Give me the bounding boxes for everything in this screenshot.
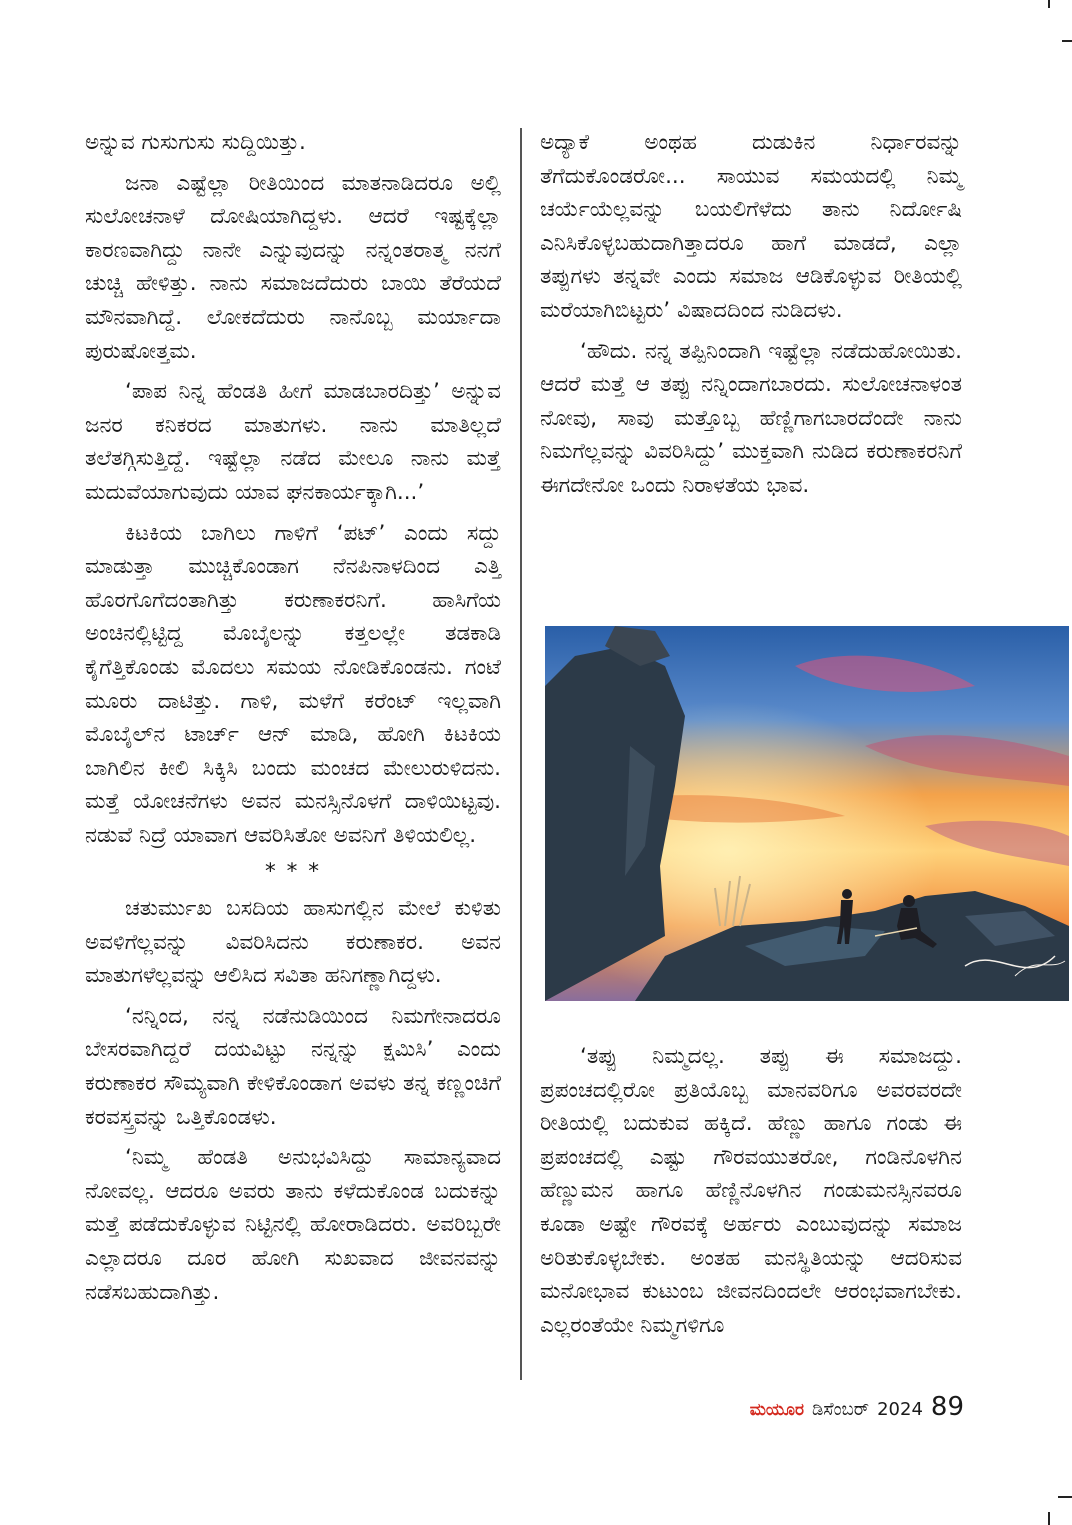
paragraph: ಚತುರ್ಮುಖ ಬಸದಿಯ ಹಾಸುಗಲ್ಲಿನ ಮೇಲೆ ಕುಳಿತು ಅವಳಿಗೆಲ್ಲವನ್ನು ವಿವರಿಸಿದನು ಕರುಣಾಕರ. ಅವನ ಮಾತುಗಳೆಲ್ಲವನ್ನು ಆಲಿಸಿದ ಸವಿತಾ ಹನಿಗಣ್ಣಾಗಿದ್ದಳು. <box>85 896 501 989</box>
story-illustration <box>545 626 1069 1001</box>
paragraph: ‘ಪಾಪ ನಿನ್ನ ಹೆಂಡತಿ ಹೀಗೆ ಮಾಡಬಾರದಿತ್ತು’ ಅನ್ನುವ ಜನರ ಕನಿಕರದ ಮಾತುಗಳು. ನಾನು ಮಾತಿಲ್ಲದೆ ತಲೆತಗ್ಗಿಸುತ್ತಿದ್ದೆ. ಇಷ್ಟೆಲ್ಲಾ ನಡೆದ ಮೇಲೂ ನಾನು ಮತ್ತೆ ಮದುವೆಯಾಗುವುದು ಯಾವ ಘನಕಾರ್ಯಕ್ಕಾಗಿ...’ <box>85 379 501 505</box>
crop-mark-bottom-right <box>1048 1512 1050 1525</box>
section-separator: * * * <box>265 859 321 885</box>
page-footer <box>750 1392 964 1422</box>
paragraph: ‘ಹೌದು. ನನ್ನ ತಪ್ಪಿನಿಂದಾಗಿ ಇಷ್ಟೆಲ್ಲಾ ನಡೆದುಹೋಯಿತು. ಆದರೆ ಮತ್ತೆ ಆ ತಪ್ಪು ನನ್ನಿಂದಾಗಬಾರದು. ಸುಲೋಚನಾಳಂತ ನೋವು, ಸಾವು ಮತ್ತೊಬ್ಬ ಹೆಣ್ಣಿಗಾಗಬಾರದೆಂದೇ ನಾನು ನಿಮಗೆಲ್ಲವನ್ನು ವಿವರಿಸಿದ್ದು’ ಮುಕ್ತವಾಗಿ ನುಡಿದ ಕರುಣಾಕರನಿಗೆ ಈಗದೇನೋ ಒಂದು ನಿರಾಳತೆಯ ಭಾವ. <box>540 338 962 498</box>
magazine-brand: ಮಯೂರ <box>749 1400 804 1420</box>
crop-mark-bottom-right-h <box>1058 1496 1072 1498</box>
crop-mark-top-right <box>1048 0 1050 8</box>
right-column-bottom <box>540 1040 962 1349</box>
paragraph: ಅದ್ಯಾಕೆ ಅಂಥಹ ದುಡುಕಿನ ನಿರ್ಧಾರವನ್ನು ತೆಗೆದುಕೊಂಡರೋ... ಸಾಯುವ ಸಮಯದಲ್ಲಿ ನಿಮ್ಮ ಚರ್ಯೆಯೆಲ್ಲವನ್ನು ಬಯಲಿಗೆಳೆದು ತಾನು ನಿರ್ದೋಷಿ ಎನಿಸಿಕೊಳ್ಳಬಹುದಾಗಿತ್ತಾದರೂ ಹಾಗೆ ಮಾಡದೆ, ಎಲ್ಲಾ ತಪ್ಪುಗಳು ತನ್ನವೇ ಎಂದು ಸಮಾಜ ಆಡಿಕೊಳ್ಳುವ ರೀತಿಯಲ್ಲಿ ಮರೆಯಾಗಿಬಿಟ್ಟರು’ ವಿಷಾದದಿಂದ ನುಡಿದಳು. <box>540 130 962 323</box>
issue-month: ಡಿಸೆಂಬರ್ <box>811 1399 870 1420</box>
paragraph: ‘ನನ್ನಿಂದ, ನನ್ನ ನಡೆನುಡಿಯಿಂದ ನಿಮಗೇನಾದರೂ ಬೇಸರವಾಗಿದ್ದರೆ ದಯವಿಟ್ಟು ನನ್ನನ್ನು ಕ್ಷಮಿಸಿ’ ಎಂದು ಕರುಣಾಕರ ಸೌಮ್ಯವಾಗಿ ಕೇಳಿಕೊಂಡಾಗ ಅವಳು ತನ್ನ ಕಣ್ಣಂಚಿಗೆ ಕರವಸ್ತ್ರವನ್ನು ಒತ್ತಿಕೊಂಡಳು. <box>85 1003 501 1130</box>
column-rule <box>520 128 522 1380</box>
issue-year: 2024 <box>877 1399 923 1420</box>
crop-mark-right-mid <box>1062 40 1072 42</box>
paragraph: ಜನಾ ಎಷ್ಟೆಲ್ಲಾ ರೀತಿಯಿಂದ ಮಾತನಾಡಿದರೂ ಅಲ್ಲಿ ಸುಲೋಚನಾಳೆ ದೋಷಿಯಾಗಿದ್ದಳು. ಆದರೆ ಇಷ್ಟಕ್ಕೆಲ್ಲಾ ಕಾರಣವಾಗಿದ್ದು ನಾನೇ ಎನ್ನುವುದನ್ನು ನನ್ನಂತರಾತ್ಮ ನನಗೆ ಚುಚ್ಚಿ ಹೇಳಿತ್ತು. ನಾನು ಸಮಾಜದೆದುರು ಬಾಯಿ ತೆರೆಯದೆ ಮೌನವಾಗಿದ್ದೆ. ಲೋಕದೆದುರು ನಾನೊಬ್ಬ ಮರ್ಯಾದಾ ಪುರುಷೋತ್ತಮ. <box>85 170 501 364</box>
paragraph: ‘ತಪ್ಪು ನಿಮ್ಮದಲ್ಲ. ತಪ್ಪು ಈ ಸಮಾಜದ್ದು. ಪ್ರಪಂಚದಲ್ಲಿರೋ ಪ್ರತಿಯೊಬ್ಬ ಮಾನವರಿಗೂ ಅವರವರದೇ ರೀತಿಯಲ್ಲಿ ಬದುಕುವ ಹಕ್ಕಿದೆ. ಹೆಣ್ಣು ಹಾಗೂ ಗಂಡು ಈ ಪ್ರಪಂಚದಲ್ಲಿ ಎಷ್ಟು ಗೌರವಯುತರೋ, ಗಂಡಿನೊಳಗಿನ ಹೆಣ್ಣುಮನ ಹಾಗೂ ಹೆಣ್ಣಿನೊಳಗಿನ ಗಂಡುಮನಸ್ಸಿನವರೂ ಕೂಡಾ ಅಷ್ಟೇ ಗೌರವಕ್ಕೆ ಅರ್ಹರು ಎಂಬುವುದನ್ನು ಸಮಾಜ ಅರಿತುಕೊಳ್ಳಬೇಕು. ಅಂತಹ ಮನಸ್ಥಿತಿಯನ್ನು ಆದರಿಸುವ ಮನೋಭಾವ ಕುಟುಂಬ ಜೀವನದಿಂದಲೇ ಆರಂಭವಾಗಬೇಕು. ಎಲ್ಲರಂತೆಯೇ ನಿಮ್ಮಗಳಿಗೂ <box>540 1044 962 1338</box>
right-column-top <box>540 126 962 510</box>
paragraph: ‘ನಿಮ್ಮ ಹೆಂಡತಿ ಅನುಭವಿಸಿದ್ದು ಸಾಮಾನ್ಯವಾದ ನೋವಲ್ಲ. ಆದರೂ ಅವರು ತಾನು ಕಳೆದುಕೊಂಡ ಬದುಕನ್ನು ಮತ್ತೆ ಪಡೆದುಕೊಳ್ಳುವ ನಿಟ್ಟಿನಲ್ಲಿ ಹೋರಾಡಿದರು. ಅವರಿಬ್ಬರೇ ಎಲ್ಲಾದರೂ ದೂರ ಹೋಗಿ ಸುಖವಾದ ಜೀವನವನ್ನು ನಡೆಸಬಹುದಾಗಿತ್ತು. <box>85 1145 501 1305</box>
paragraph: ಕಿಟಕಿಯ ಬಾಗಿಲು ಗಾಳಿಗೆ ‘ಪಟ್’ ಎಂದು ಸದ್ದು ಮಾಡುತ್ತಾ ಮುಚ್ಚಿಕೊಂಡಾಗ ನೆನಪಿನಾಳದಿಂದ ಎತ್ತಿ ಹೊರಗೊಗೆದಂತಾಗಿತ್ತು ಕರುಣಾಕರನಿಗೆ. ಹಾಸಿಗೆಯ ಅಂಚಿನಲ್ಲಿಟ್ಟಿದ್ದ ಮೊಬೈಲನ್ನು ಕತ್ತಲಲ್ಲೇ ತಡಕಾಡಿ ಕೈಗೆತ್ತಿಕೊಂಡು ಮೊದಲು ಸಮಯ ನೋಡಿಕೊಂಡನು. ಗಂಟೆ ಮೂರು ದಾಟಿತ್ತು. ಗಾಳಿ, ಮಳೆಗೆ ಕರೆಂಟ್ ಇಲ್ಲವಾಗಿ ಮೊಬೈಲ್‌ನ ಟಾರ್ಚ್ ಆನ್ ಮಾಡಿ, ಹೋಗಿ ಕಿಟಕಿಯ ಬಾಗಿಲಿನ ಕೀಲಿ ಸಿಕ್ಕಿಸಿ ಬಂದು ಮಂಚದ ಮೇಲುರುಳಿದನು. ಮತ್ತೆ ಯೋಚನೆಗಳು ಅವನ ಮನಸ್ಸಿನೊಳಗೆ ದಾಳಿಯಿಟ್ಟವು. ನಡುವೆ ನಿದ್ರೆ ಯಾವಾಗ ಆವರಿಸಿತೋ ಅವನಿಗೆ ತಿಳಿಯಲಿಲ್ಲ. <box>85 520 501 848</box>
left-column <box>85 126 501 1316</box>
page-number: 89 <box>930 1392 964 1422</box>
paragraph: ಅನ್ನುವ ಗುಸುಗುಸು ಸುದ್ದಿಯಿತ್ತು. <box>85 130 306 155</box>
